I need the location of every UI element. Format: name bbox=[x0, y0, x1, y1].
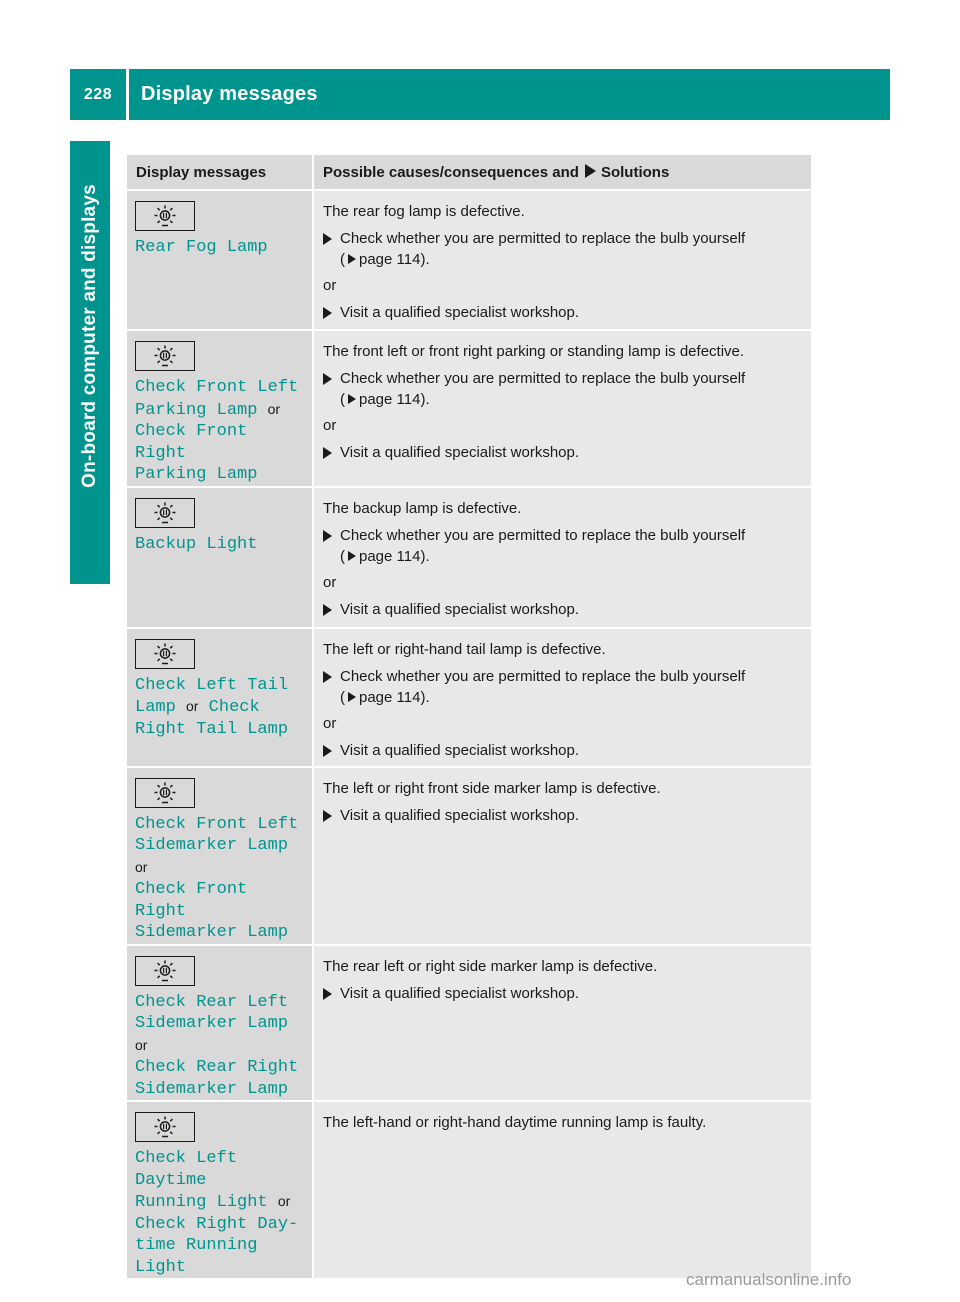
message-line: Check Left Tail bbox=[135, 675, 289, 695]
solution-cell bbox=[313, 945, 811, 1102]
display-message-text bbox=[135, 377, 304, 486]
message-cell bbox=[127, 190, 313, 330]
action-arrow-icon bbox=[323, 233, 332, 245]
bulb-warning-icon bbox=[135, 341, 195, 371]
action-step bbox=[323, 442, 803, 463]
action-step bbox=[323, 666, 803, 708]
watermark: carmanualsonline.info bbox=[686, 1270, 852, 1289]
page-reference[interactable] bbox=[340, 548, 430, 565]
message-line: Lamp bbox=[135, 698, 176, 717]
or-text: or bbox=[323, 277, 337, 294]
display-messages-table bbox=[127, 155, 811, 1278]
ref-open: ( bbox=[340, 688, 345, 706]
page-ref-arrow-icon bbox=[348, 692, 356, 702]
bulb-warning-icon bbox=[135, 639, 195, 669]
cause-text: The backup lamp is defective. bbox=[323, 499, 522, 517]
message-line: Backup Light bbox=[135, 534, 258, 554]
table-row bbox=[127, 487, 811, 628]
ref-close: ). bbox=[420, 547, 430, 565]
ref-open: ( bbox=[340, 391, 345, 408]
column-header-solutions-suffix: Solutions bbox=[600, 163, 670, 181]
bulb-warning-icon bbox=[135, 778, 195, 808]
action-arrow-icon bbox=[323, 373, 332, 385]
message-line: Check Front Right bbox=[135, 422, 248, 463]
message-line: Sidemarker Lamp bbox=[135, 836, 289, 855]
column-header-solutions-prefix: Possible causes/consequences and bbox=[323, 163, 579, 181]
step-text: Visit a qualified specialist workshop. bbox=[340, 444, 580, 461]
action-arrow-icon bbox=[323, 988, 332, 1000]
step-text: Visit a qualified specialist workshop. bbox=[340, 984, 580, 1002]
ref-open: ( bbox=[340, 251, 345, 268]
message-line: Sidemarker Lamp bbox=[135, 1014, 289, 1033]
page-ref-arrow-icon bbox=[348, 254, 356, 264]
cause-text: The rear left or right side marker lamp is defective. bbox=[323, 957, 658, 975]
message-line: Check Right Day‐ bbox=[135, 1214, 299, 1234]
column-header-messages: Display messages bbox=[127, 155, 313, 190]
bulb-warning-icon bbox=[135, 956, 195, 986]
message-line: Check Left Daytime bbox=[135, 1149, 238, 1190]
page-title: Display messages bbox=[141, 83, 318, 105]
message-cell bbox=[127, 628, 313, 767]
message-or: or bbox=[277, 1193, 291, 1209]
step-text: Visit a qualified specialist workshop. bbox=[340, 304, 580, 321]
or-text: or bbox=[323, 573, 337, 591]
message-or: or bbox=[135, 1036, 148, 1053]
cause-text: The rear fog lamp is defective. bbox=[323, 203, 525, 220]
page-reference[interactable] bbox=[340, 391, 430, 408]
action-step bbox=[323, 740, 803, 761]
message-line: Sidemarker Lamp bbox=[135, 1079, 289, 1099]
action-step bbox=[323, 228, 803, 270]
chapter-tab-label-wrap bbox=[70, 141, 110, 531]
step-text: Visit a qualified specialist workshop. bbox=[340, 600, 580, 618]
cause-text: The front left or front right parking or standing lamp is defective. bbox=[323, 343, 745, 360]
message-line: Rear Fog Lamp bbox=[135, 238, 268, 257]
action-arrow-icon bbox=[323, 810, 332, 822]
message-line: time Running Light bbox=[135, 1236, 258, 1277]
page-ref-arrow-icon bbox=[348, 394, 356, 404]
message-cell bbox=[127, 767, 313, 945]
bulb-warning-icon bbox=[135, 201, 195, 231]
action-arrow-icon bbox=[323, 530, 332, 542]
ref-close: ). bbox=[420, 688, 430, 706]
display-message-text bbox=[135, 992, 304, 1101]
solution-cell bbox=[313, 767, 811, 945]
message-cell bbox=[127, 330, 313, 487]
action-arrow-icon bbox=[585, 164, 596, 178]
solution-cell bbox=[313, 1101, 811, 1278]
step-text: Check whether you are permitted to replace the bulb yourself bbox=[340, 667, 746, 685]
action-arrow-icon bbox=[323, 671, 332, 683]
message-cell bbox=[127, 487, 313, 628]
cause-text: The left or right-hand tail lamp is defective. bbox=[323, 640, 606, 658]
step-text: Visit a qualified specialist workshop. bbox=[340, 806, 580, 824]
step-text: Check whether you are permitted to replace the bulb yourself bbox=[340, 526, 746, 544]
action-step bbox=[323, 525, 803, 567]
display-message-text bbox=[135, 237, 304, 259]
action-step bbox=[323, 599, 803, 620]
message-line: Check bbox=[208, 698, 260, 717]
ref-page: page 114 bbox=[359, 251, 421, 268]
message-line: Check Rear Left bbox=[135, 992, 289, 1012]
ref-close: ). bbox=[420, 391, 430, 408]
page-reference[interactable] bbox=[340, 689, 430, 706]
solution-cell bbox=[313, 190, 811, 330]
table-row bbox=[127, 190, 811, 330]
step-text: Visit a qualified specialist workshop. bbox=[340, 741, 580, 759]
action-arrow-icon bbox=[323, 447, 332, 459]
table-row bbox=[127, 628, 811, 767]
message-cell bbox=[127, 1101, 313, 1278]
message-or: or bbox=[186, 698, 199, 714]
cause-text: The left-hand or right-hand daytime running lamp is faulty. bbox=[323, 1114, 707, 1131]
message-line: Sidemarker Lamp bbox=[135, 923, 289, 942]
step-text: Check whether you are permitted to replace the bulb yourself bbox=[340, 370, 746, 387]
action-arrow-icon bbox=[323, 307, 332, 319]
display-message-text bbox=[135, 675, 304, 741]
action-step bbox=[323, 983, 803, 1004]
ref-page: page 114 bbox=[359, 391, 421, 408]
solution-cell bbox=[313, 330, 811, 487]
action-arrow-icon bbox=[323, 745, 332, 757]
message-line: Right Tail Lamp bbox=[135, 719, 289, 739]
bulb-warning-icon bbox=[135, 1112, 195, 1142]
or-text: or bbox=[323, 714, 337, 732]
table-row bbox=[127, 767, 811, 945]
display-message-text bbox=[135, 814, 304, 944]
ref-page: page 114 bbox=[359, 688, 421, 706]
table-row bbox=[127, 945, 811, 1102]
display-message-text bbox=[135, 1148, 304, 1278]
message-line: Parking Lamp bbox=[135, 400, 258, 420]
action-step bbox=[323, 302, 803, 323]
column-header-solutions bbox=[313, 155, 811, 190]
action-step bbox=[323, 368, 803, 410]
table-row bbox=[127, 330, 811, 487]
message-line: Parking Lamp bbox=[135, 465, 258, 484]
message-line: Check Front Right bbox=[135, 880, 248, 921]
page-number: 228 bbox=[83, 85, 113, 103]
bulb-warning-icon bbox=[135, 498, 195, 528]
header-divider bbox=[126, 69, 129, 120]
ref-open: ( bbox=[340, 547, 345, 565]
step-text: Check whether you are permitted to replace the bulb yourself bbox=[340, 230, 746, 247]
cause-text: The left or right front side marker lamp is defective. bbox=[323, 779, 661, 797]
message-cell bbox=[127, 945, 313, 1102]
ref-page: page 114 bbox=[359, 547, 421, 565]
message-line: Running Light bbox=[135, 1193, 268, 1212]
solution-cell bbox=[313, 628, 811, 767]
display-message-text bbox=[135, 534, 304, 556]
page-ref-arrow-icon bbox=[348, 551, 356, 561]
chapter-tab-label: On-board computer and displays bbox=[79, 184, 100, 488]
action-arrow-icon bbox=[323, 604, 332, 616]
table-row bbox=[127, 1101, 811, 1278]
message-line: Check Front Left bbox=[135, 814, 299, 834]
solution-cell bbox=[313, 487, 811, 628]
or-text: or bbox=[323, 417, 337, 434]
page-reference[interactable] bbox=[340, 251, 430, 268]
message-line: Check Front Left bbox=[135, 378, 299, 397]
action-step bbox=[323, 805, 803, 826]
ref-close: ). bbox=[420, 251, 430, 268]
message-line: Check Rear Right bbox=[135, 1058, 299, 1077]
message-or: or bbox=[267, 400, 281, 417]
message-or: or bbox=[135, 858, 148, 875]
